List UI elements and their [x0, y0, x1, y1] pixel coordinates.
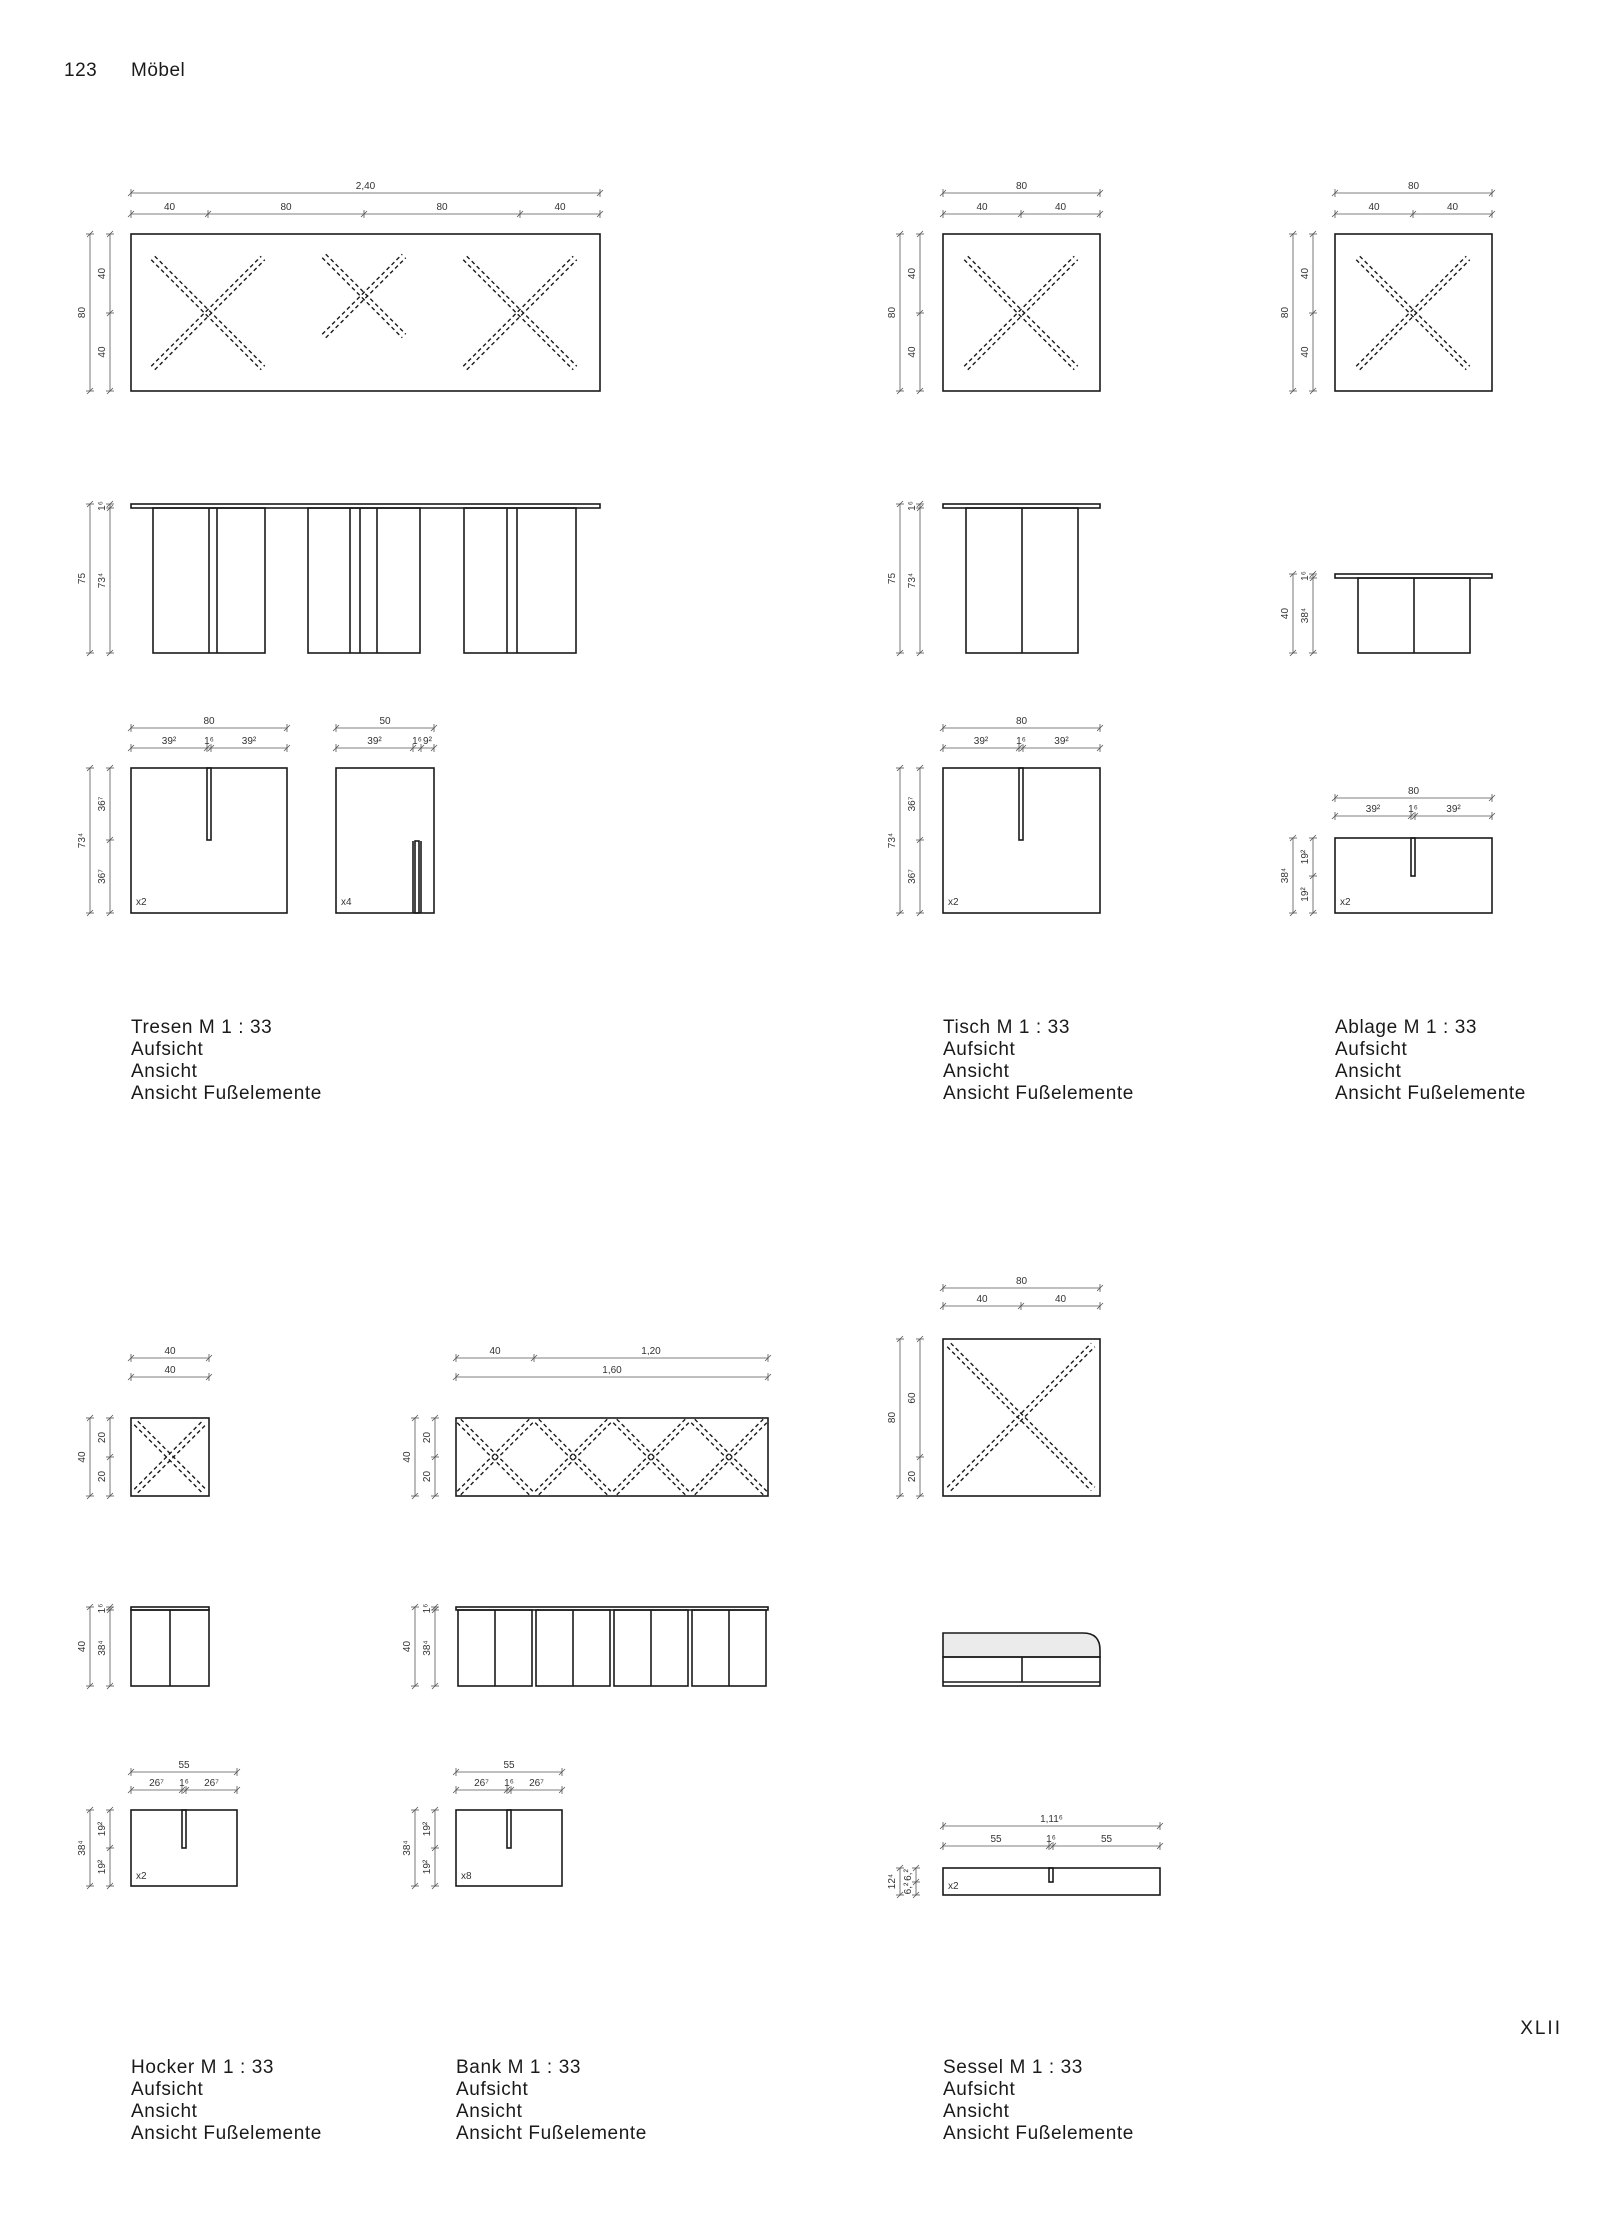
dimension-label: 80	[1015, 181, 1028, 192]
dimension-label: 19²	[1300, 887, 1311, 902]
foot-plate-dashed	[964, 256, 1074, 366]
dimension-label: 19²	[97, 1859, 108, 1875]
dimension-label: 39²	[1365, 804, 1381, 815]
caption-line: Ansicht	[1335, 1061, 1402, 1082]
caption-sessel	[943, 2057, 1134, 2145]
foot-plate-dashed	[155, 256, 265, 366]
foot-plate-dashed	[326, 258, 406, 338]
dimension-label: 40	[77, 1640, 88, 1653]
dimension-label: 38⁴	[77, 1840, 88, 1856]
dimension-label: 6,²	[903, 1882, 914, 1895]
dimension-label: 73⁴	[77, 832, 88, 849]
dimension-label: 19²	[422, 1821, 433, 1837]
foot-plate-dashed	[947, 1343, 1091, 1487]
dimension-label: 19²	[422, 1859, 433, 1875]
dimension-label: 36⁷	[97, 796, 108, 812]
foot-slot	[415, 841, 419, 913]
dimension-label: 39²	[1054, 736, 1069, 747]
foot-plate-dashed	[613, 1419, 685, 1491]
caption-line: Ansicht	[943, 2101, 1010, 2122]
dimension-label: 1⁶	[1016, 736, 1026, 747]
caption-line: Sessel M 1 : 33	[943, 2057, 1083, 2078]
foot-plate-dashed	[461, 1419, 533, 1491]
dimension-label: 55	[178, 1760, 190, 1771]
caption-tisch	[943, 1017, 1134, 1105]
foot-plate-dashed	[1356, 260, 1466, 370]
caption-line: Ansicht Fußelemente	[456, 2123, 647, 2144]
foot-plate-dashed	[691, 1423, 763, 1495]
caption-line: Ablage M 1 : 33	[1335, 1017, 1478, 1038]
dimension-label: x8	[461, 1871, 472, 1882]
dimension-label: 36⁷	[97, 869, 108, 884]
dimension-label: 40	[97, 346, 108, 358]
dimension-label: 40	[554, 202, 566, 213]
caption-line: Aufsicht	[131, 1039, 204, 1060]
dimension-label: 26⁷	[204, 1778, 219, 1789]
dimension-label: 1⁶	[1408, 804, 1418, 815]
foot-plate-dashed	[539, 1419, 611, 1491]
dimension-label: x2	[136, 1871, 147, 1882]
dimension-label: 40	[1300, 267, 1311, 280]
dimension-label: 20	[422, 1470, 433, 1483]
dimension-label: 80	[203, 716, 215, 727]
foot-plate-dashed	[138, 1425, 206, 1493]
foot-plate-dashed	[1360, 256, 1470, 366]
dimension-label: 1⁶	[204, 736, 214, 747]
dimension-label: 12⁴	[887, 1873, 898, 1890]
foot-slot	[1049, 1868, 1053, 1882]
dimension-label: 20	[97, 1470, 108, 1483]
caption-line: Aufsicht	[943, 2079, 1016, 2100]
caption-line: Ansicht Fußelemente	[1335, 1083, 1526, 1104]
caption-line: Ansicht	[131, 2101, 198, 2122]
caption-line: Bank M 1 : 33	[456, 2057, 582, 2078]
dimension-label: 1⁶	[97, 501, 108, 511]
dimension-label: 26⁷	[529, 1778, 544, 1789]
dimension-label: 1⁶	[1300, 571, 1311, 581]
dimension-label: 55	[503, 1760, 515, 1771]
dimension-label: 38⁴	[422, 1640, 433, 1656]
caption-bank	[456, 2057, 647, 2145]
page-number: 123	[64, 60, 98, 81]
caption-line: Ansicht	[943, 1061, 1010, 1082]
foot-plate-dashed	[463, 260, 573, 370]
dimension-label: 40	[164, 1346, 176, 1357]
foot-slot	[1019, 768, 1023, 840]
caption-line: Aufsicht	[456, 2079, 529, 2100]
dimension-label: 40	[163, 202, 176, 213]
dimension-label: 39²	[161, 736, 177, 747]
dimension-label: 1⁶	[907, 501, 918, 511]
dimension-label: 50	[379, 716, 391, 727]
dimension-label: 20	[97, 1431, 108, 1444]
dimension-label: 60	[907, 1392, 918, 1404]
foot-plate-dashed	[151, 256, 261, 366]
hocker-plan	[131, 1418, 209, 1496]
foot-plate-dashed	[467, 256, 577, 366]
dimension-label: 75	[887, 572, 898, 585]
dimension-label: 80	[887, 306, 898, 319]
foot-plate-dashed	[138, 1421, 206, 1489]
caption-line: Hocker M 1 : 33	[131, 2057, 275, 2078]
dimension-label: 40	[907, 267, 918, 280]
dimension-label: 40	[1280, 607, 1291, 620]
dimension-label: 1⁶	[422, 1603, 433, 1614]
tresen-leg	[464, 508, 576, 653]
dimension-label: 80	[280, 202, 292, 213]
caption-line: Ansicht Fußelemente	[943, 1083, 1134, 1104]
caption-line: Aufsicht	[943, 1039, 1016, 1060]
dimension-label: x2	[136, 897, 147, 908]
foot-plate-dashed	[947, 1347, 1091, 1491]
dimension-label: 80	[1280, 306, 1291, 319]
caption-line: Ansicht Fußelemente	[943, 2123, 1134, 2144]
dimension-label: 39²	[241, 736, 257, 747]
dimension-label: 40	[164, 1365, 176, 1376]
dimension-label: 38⁴	[402, 1840, 413, 1856]
dimension-label: 40	[402, 1640, 413, 1653]
foot-plate-dashed	[322, 254, 402, 334]
foot-slot	[182, 1810, 186, 1848]
foot-plate-dashed	[134, 1425, 202, 1493]
dimension-label: 39²	[367, 736, 382, 747]
dimension-label: 9²	[423, 736, 432, 747]
foot-plate-dashed	[457, 1419, 529, 1491]
foot-plate-dashed	[1360, 260, 1470, 370]
dimension-label: 20	[907, 1470, 918, 1483]
foot-plate-dashed	[535, 1419, 607, 1491]
foot-plate-dashed	[695, 1419, 767, 1491]
dimension-label: 80	[1407, 786, 1420, 797]
caption-line: Ansicht	[456, 2101, 523, 2122]
dimension-label: 19²	[97, 1821, 108, 1837]
plate-number: XLII	[1520, 2018, 1562, 2039]
dimension-label: 55	[990, 1834, 1002, 1845]
dimension-label: 1⁶	[412, 736, 422, 747]
dimension-label: 36⁷	[907, 869, 918, 884]
sessel-cushion	[943, 1633, 1100, 1657]
caption-hocker	[131, 2057, 322, 2145]
dimension-label: 6,²	[903, 1869, 914, 1881]
dimension-label: 2,40	[355, 181, 376, 192]
dimension-label: x2	[948, 1881, 959, 1892]
dimension-label: 80	[1015, 716, 1028, 727]
foot-plate-dashed	[613, 1423, 685, 1495]
dimension-label: 55	[1100, 1834, 1113, 1845]
foot-plate-dashed	[691, 1419, 763, 1491]
dimension-label: x4	[341, 897, 352, 908]
foot-plate-dashed	[461, 1423, 533, 1495]
dimension-label: 38⁴	[1300, 607, 1311, 624]
dimension-label: 40	[907, 346, 918, 358]
dimension-label: 40	[402, 1451, 413, 1463]
section-title: Möbel	[131, 60, 186, 81]
caption-line: Ansicht	[131, 1061, 198, 1082]
dimension-label: 1,11⁶	[1040, 1814, 1063, 1825]
caption-line: Ansicht Fußelemente	[131, 1083, 322, 1104]
dimension-label: 73⁴	[97, 572, 108, 589]
dimension-label: 40	[976, 202, 988, 213]
dimension-label: 36⁷	[907, 796, 918, 812]
foot-plate-dashed	[151, 260, 261, 370]
caption-line: Aufsicht	[131, 2079, 204, 2100]
caption-line: Tisch M 1 : 33	[943, 1017, 1071, 1038]
foot-plate-dashed	[322, 258, 402, 338]
ablage-plan	[1335, 234, 1492, 391]
foot-slot	[1411, 838, 1415, 876]
dimension-label: 19²	[1300, 849, 1311, 865]
tresen-leg	[308, 508, 420, 653]
caption-tresen	[131, 1017, 322, 1105]
dimension-label: x2	[948, 897, 959, 908]
dimension-label: 40	[1368, 202, 1380, 213]
foot-plate-dashed	[617, 1419, 689, 1491]
foot-plate-dashed	[134, 1421, 202, 1489]
foot-slot	[507, 1810, 511, 1848]
dimension-label: 80	[887, 1411, 898, 1424]
dimension-label: 40	[1054, 1294, 1067, 1305]
dimension-label: 38⁴	[97, 1640, 108, 1656]
foot-plate-dashed	[326, 254, 406, 334]
dimension-label: 38⁴	[1280, 867, 1291, 884]
dimension-label: 80	[77, 306, 88, 319]
dimension-label: 80	[436, 202, 448, 213]
dimension-label: 80	[1015, 1276, 1028, 1287]
dimension-label: 40	[1300, 346, 1311, 358]
dimension-label: 1,60	[602, 1365, 622, 1376]
dimension-label: 26⁷	[149, 1778, 164, 1789]
dimension-label: 40	[77, 1451, 88, 1463]
foot-plate-dashed	[539, 1423, 611, 1495]
foot-plate-dashed	[964, 260, 1074, 370]
foot-plate-dashed	[1356, 256, 1466, 366]
dimension-label: 1⁶	[97, 1603, 108, 1614]
tisch-plan	[943, 234, 1100, 391]
foot-plate-dashed	[535, 1423, 607, 1495]
foot-plate-dashed	[695, 1423, 767, 1495]
dimension-label: 1,20	[641, 1346, 661, 1357]
foot-plate-dashed	[617, 1423, 689, 1495]
foot-plate-dashed	[951, 1343, 1095, 1487]
dimension-label: 40	[1446, 202, 1459, 213]
dimension-label: 73⁴	[887, 832, 898, 849]
dimension-label: 20	[422, 1431, 433, 1444]
dimension-label: 40	[1054, 202, 1067, 213]
caption-ablage	[1335, 1017, 1526, 1105]
foot-plate-dashed	[968, 260, 1078, 370]
foot-plate-dashed	[951, 1347, 1095, 1491]
sessel-plan	[943, 1339, 1100, 1496]
foot-plate-dashed	[457, 1423, 529, 1495]
caption-line: Aufsicht	[1335, 1039, 1408, 1060]
dimension-label: 40	[97, 267, 108, 280]
dimension-label: 39²	[1446, 804, 1461, 815]
dimension-label: 75	[77, 572, 88, 585]
foot-plate-dashed	[968, 256, 1078, 366]
dimension-label: 1⁶	[179, 1778, 189, 1789]
foot-plate-dashed	[463, 256, 573, 366]
dimension-label: 39²	[973, 736, 989, 747]
dimension-label: 1⁶	[504, 1778, 514, 1789]
dimension-label: 40	[489, 1346, 501, 1357]
caption-line: Tresen M 1 : 33	[131, 1017, 273, 1038]
foot-plate-dashed	[467, 260, 577, 370]
foot-slot	[207, 768, 211, 840]
dimension-label: 73⁴	[907, 572, 918, 589]
dimension-label: 80	[1407, 181, 1420, 192]
tresen-plan	[131, 234, 600, 391]
caption-line: Ansicht Fußelemente	[131, 2123, 322, 2144]
dimension-label: 1⁶	[1046, 1834, 1056, 1845]
dimension-label: 40	[976, 1294, 988, 1305]
dimension-label: x2	[1340, 897, 1351, 908]
foot-plate-dashed	[155, 260, 265, 370]
bank-plan	[456, 1418, 768, 1496]
dimension-label: 26⁷	[474, 1778, 489, 1789]
